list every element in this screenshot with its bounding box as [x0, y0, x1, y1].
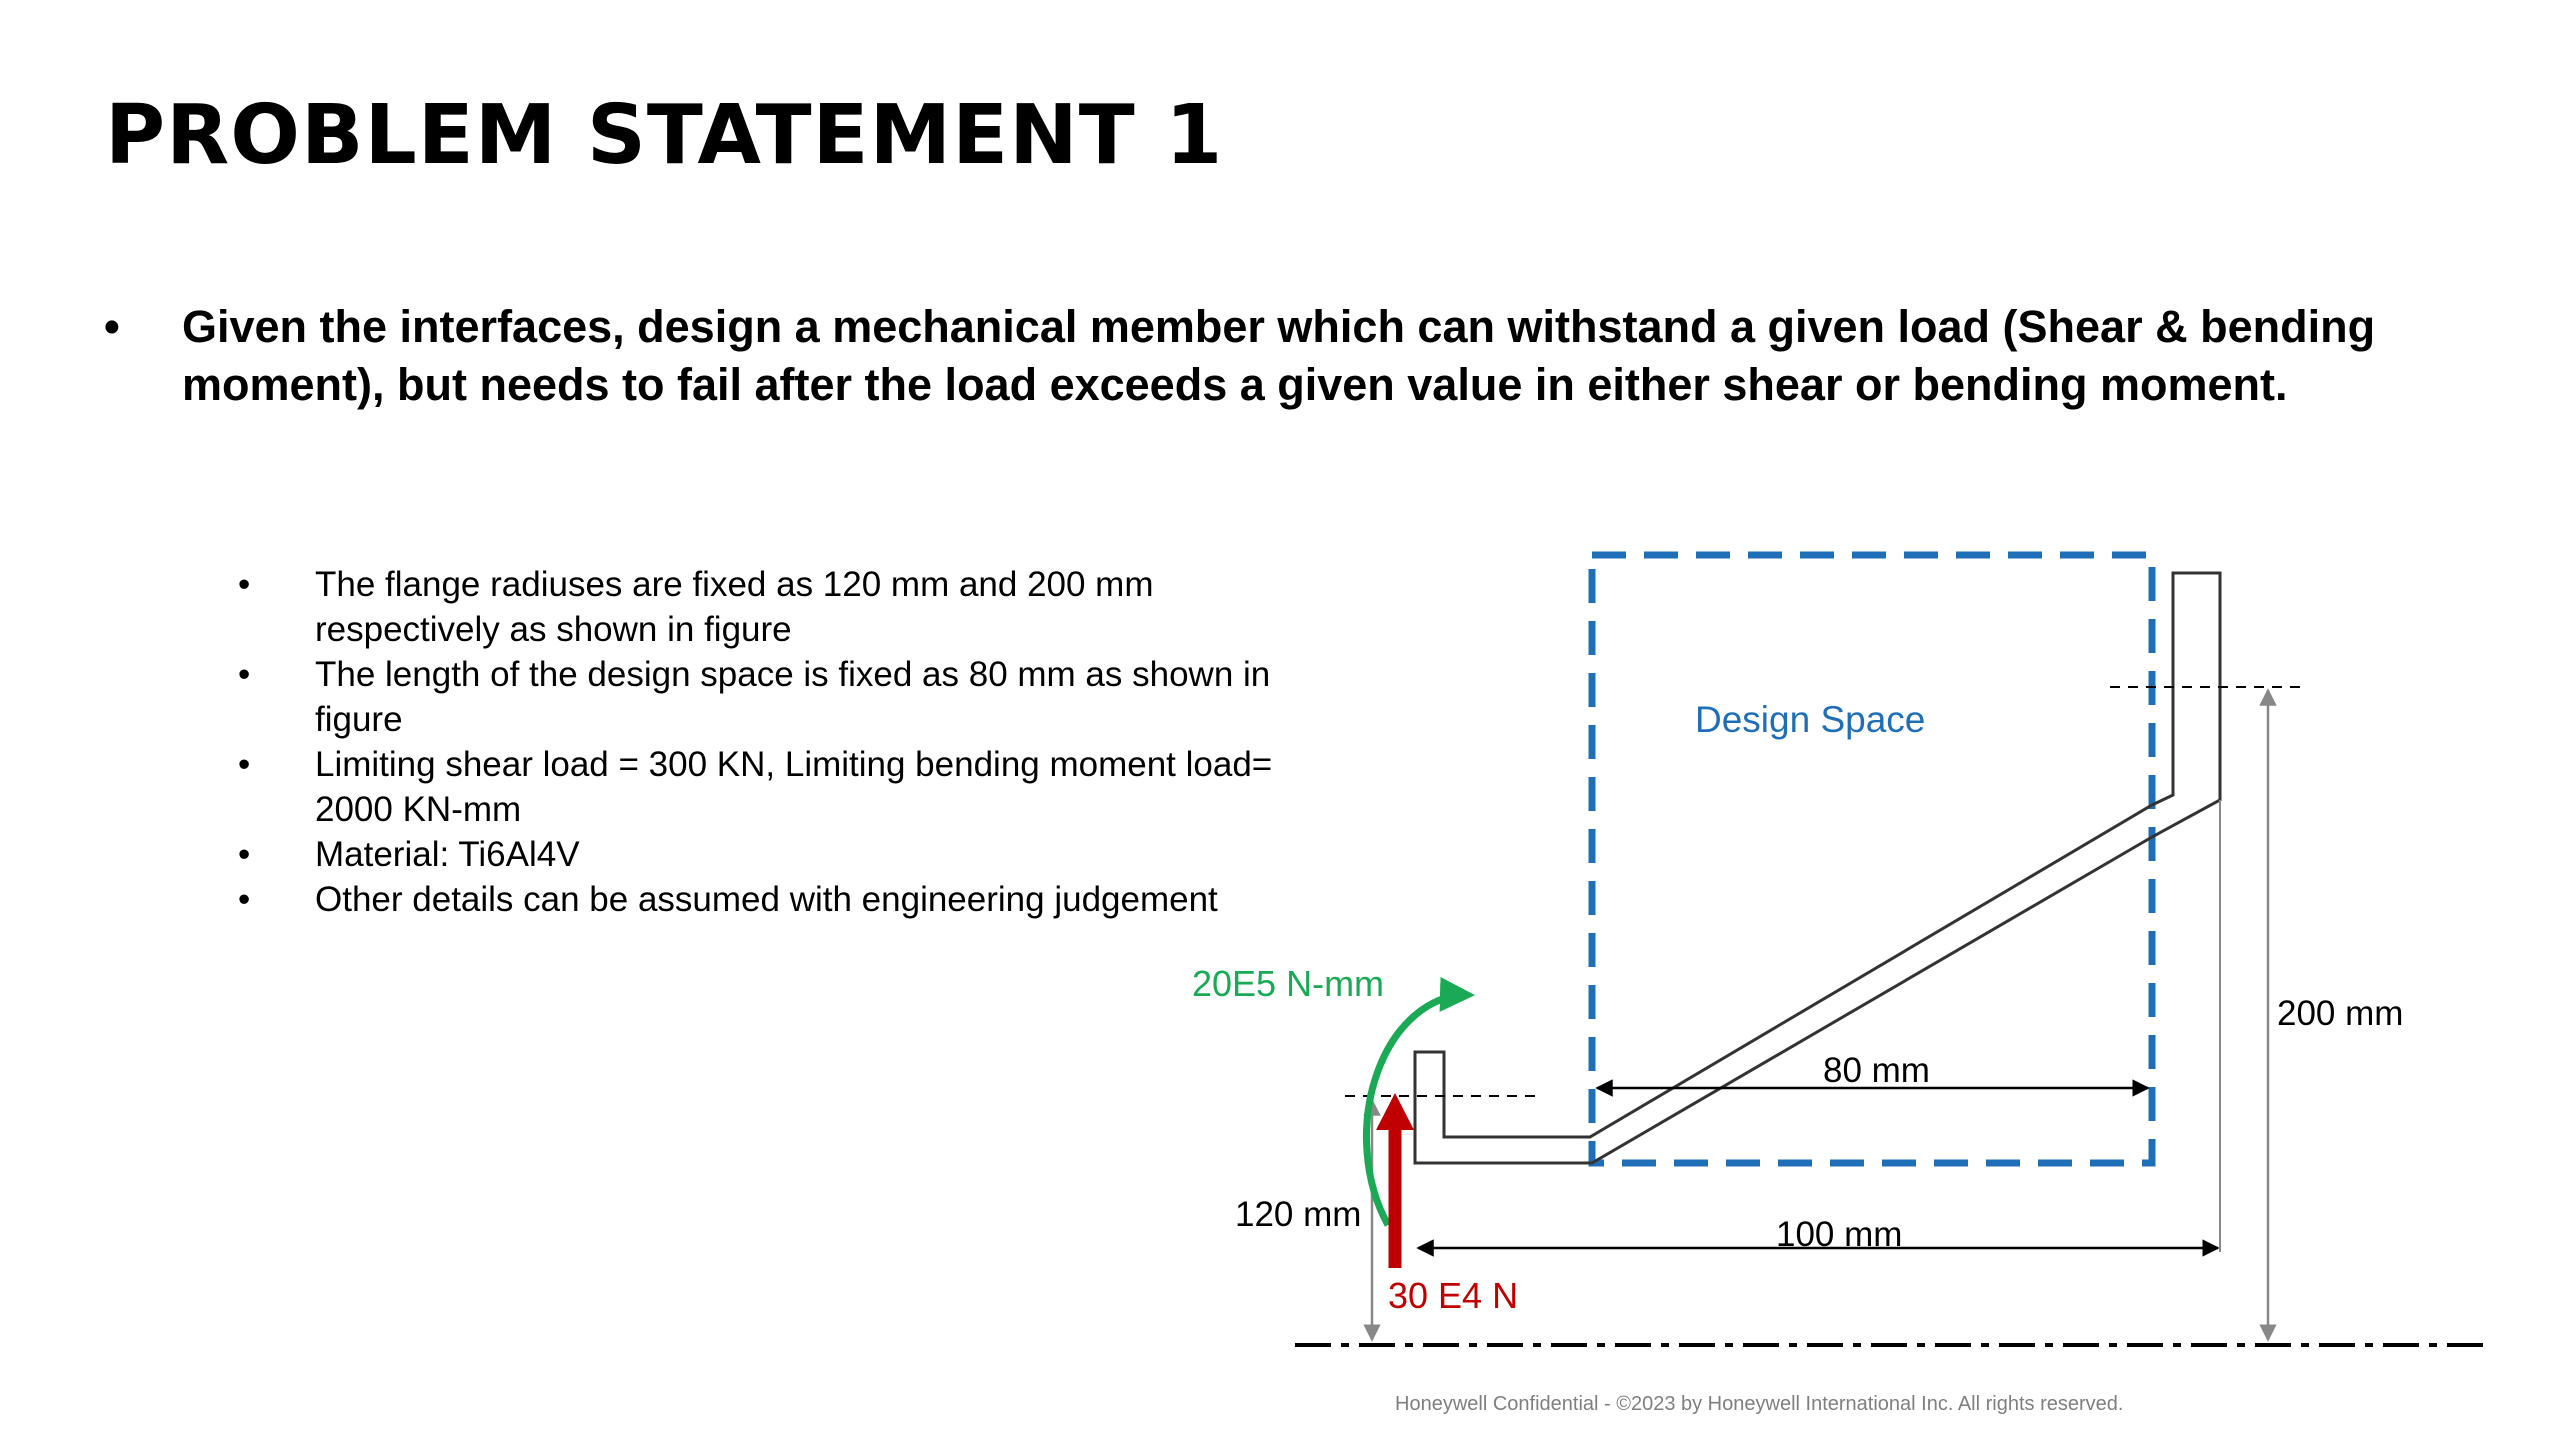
bullet-marker: • [238, 565, 251, 604]
dimension-200-label: 200 mm [2277, 994, 2404, 1033]
main-bullet-text: Given the interfaces, design a mechanical member which can withstand a given load (Shear & bending moment), but needs to fail after the load exceeds a given value in either shear or bending moment. [182, 301, 2376, 410]
dimension-100-label: 100 mm [1776, 1215, 1903, 1254]
bending-moment-arrow [1366, 995, 1468, 1225]
bending-moment-label: 20E5 N-mm [1192, 963, 1385, 1004]
bullet-marker: • [238, 835, 251, 874]
footer-copyright: Honeywell Confidential - ©2023 by Honeywell International Inc. All rights reserved. [1395, 1393, 2124, 1415]
list-item-text: Limiting shear load = 300 KN, Limiting bending moment load= 2000 KN-mm [315, 745, 1273, 829]
bullet-marker: • [104, 301, 120, 352]
list-item-text: Material: Ti6Al4V [315, 835, 580, 874]
dimension-80-label: 80 mm [1823, 1051, 1930, 1090]
flange-part-outline [1415, 573, 2220, 1163]
bullet-marker: • [238, 745, 251, 784]
dimension-120-label: 120 mm [1235, 1195, 1362, 1234]
shear-force-label: 30 E4 N [1388, 1275, 1519, 1316]
page-title: PROBLEM STATEMENT 1 [105, 88, 1224, 183]
bullet-marker: • [238, 655, 251, 694]
list-item-text: The length of the design space is fixed as 80 mm as shown in figure [315, 655, 1271, 739]
list-item-text: The flange radiuses are fixed as 120 mm and 200 mm respectively as shown in figure [315, 565, 1154, 649]
shear-force-arrowhead [1376, 1093, 1414, 1130]
list-item-text: Other details can be assumed with engineering judgement [315, 880, 1218, 919]
bullet-marker: • [238, 880, 251, 919]
design-space-label: Design Space [1695, 699, 1926, 740]
